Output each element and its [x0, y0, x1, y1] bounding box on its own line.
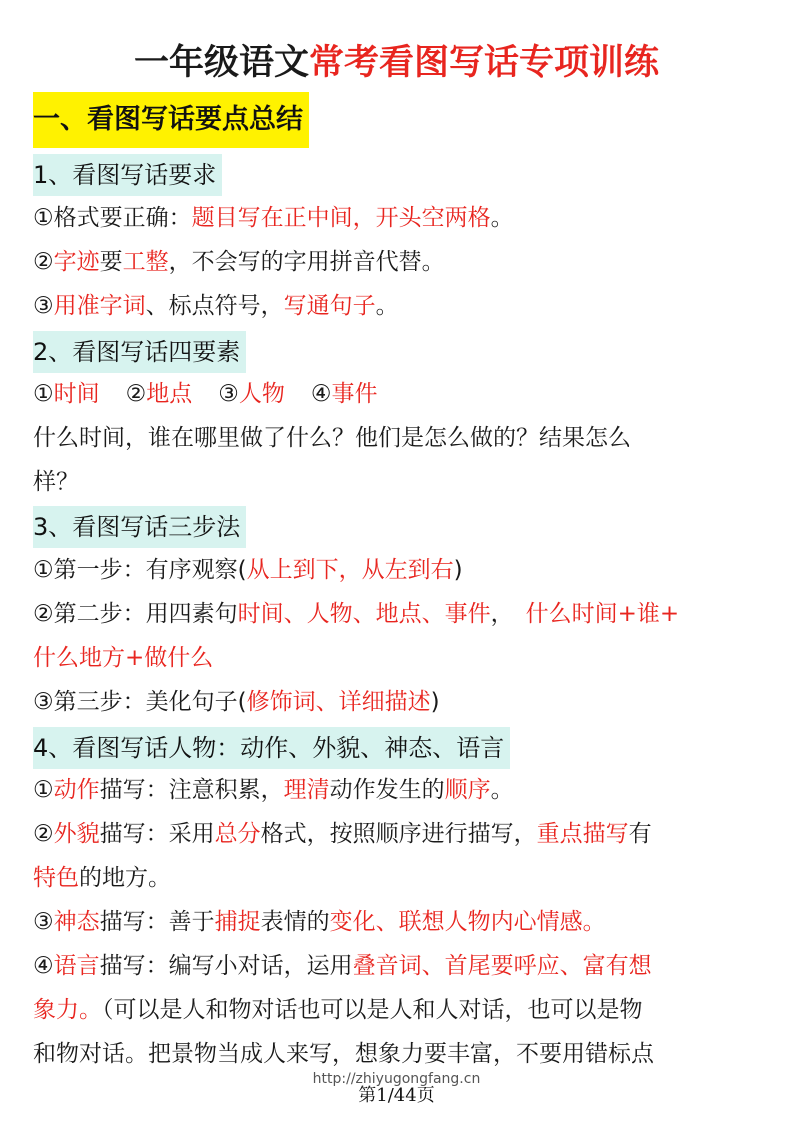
steps-line-2: ②第二步：用四素句时间、人物、地点、事件， 什么时间+谁+: [33, 601, 680, 627]
steps-line-1: ①第一步：有序观察(从上到下，从左到右): [33, 557, 463, 583]
char-line-1: ①动作描写：注意积累，理清动作发生的顺序。: [33, 777, 514, 803]
document-title: [0, 38, 793, 88]
req-line-3: ③用准字词、标点符号，写通句子。: [33, 293, 399, 319]
subheading-three-steps: 3、看图写话三步法: [33, 506, 246, 548]
steps-line-4: ③第三步：美化句子(修饰词、详细描述): [33, 689, 440, 715]
char-line-2: ②外貌描写：采用总分格式，按照顺序进行描写，重点描写有: [33, 821, 652, 847]
subheading-requirements: 1、看图写话要求: [33, 154, 222, 196]
req-line-2: ②字迹要工整，不会写的字用拼音代替。: [33, 249, 445, 275]
char-line-7: 和物对话。把景物当成人来写，想象力要丰富，不要用错标点: [33, 1041, 654, 1067]
subheading-four-elements: 2、看图写话四要素: [33, 331, 246, 373]
req-line-1: ①格式要正确：题目写在正中间，开头空两格。: [33, 205, 514, 231]
char-line-5: ④语言描写：编写小对话，运用叠音词、首尾要呼应、富有想: [33, 953, 652, 979]
elements-line-1: ①时间 ②地点 ③人物 ④事件: [33, 381, 378, 407]
steps-line-3: 什么地方+做什么: [33, 645, 214, 671]
title-red: 常考看图写话专项训练: [309, 43, 660, 83]
title-black: 一年级语文: [133, 43, 309, 83]
char-line-4: ③神态描写：善于捕捉表情的变化、联想人物内心情感。: [33, 909, 606, 935]
elements-line-2: 什么时间，谁在哪里做了什么？他们是怎么做的？结果怎么: [33, 425, 631, 451]
char-line-3: 特色的地方。: [33, 865, 171, 891]
elements-line-3: 样？: [33, 469, 79, 495]
char-line-6: 象力。（可以是人和物对话也可以是人和人对话，也可以是物: [33, 997, 643, 1023]
page-number: 第1/44页: [358, 1085, 435, 1106]
subheading-characters: 4、看图写话人物：动作、外貌、神态、语言: [33, 727, 510, 769]
footer-url: http://zhiyugongfang.cn: [312, 1071, 481, 1087]
section-heading: 一、看图写话要点总结: [33, 92, 309, 148]
